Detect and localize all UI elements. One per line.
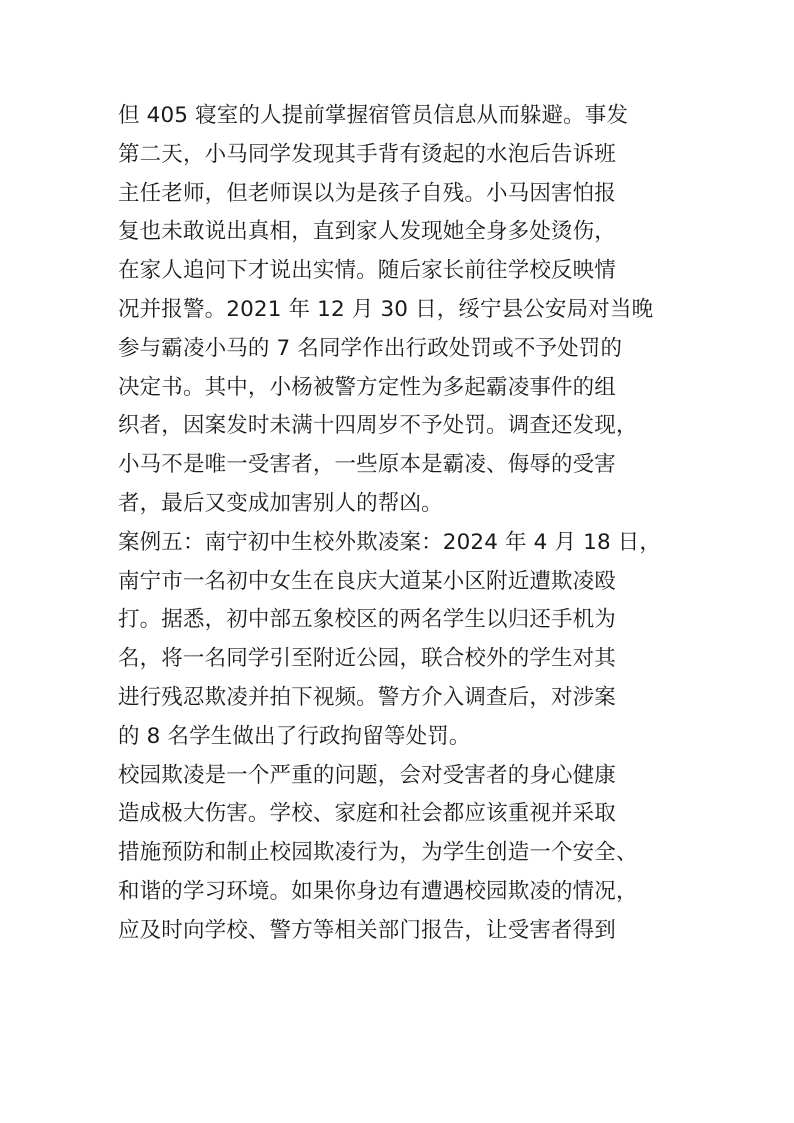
- text-line: 况并报警。2021 年 12 月 30 日，绥宁县公安局对当晚: [118, 296, 654, 322]
- text-line: 南宁市一名初中女生在良庆大道某小区附近遭欺凌殴: [118, 568, 616, 594]
- text-line: 进行残忍欺凌并拍下视频。警方介入调查后，对涉案: [118, 684, 616, 710]
- case-heading-line: 案例五：南宁初中生校外欺凌案：2024 年 4 月 18 日，: [118, 529, 662, 555]
- text-line: 者，最后又变成加害别人的帮凶。: [118, 490, 443, 516]
- text-line: 第二天，小马同学发现其手背有烫起的水泡后告诉班: [118, 141, 616, 167]
- text-line: 决定书。其中，小杨被警方定性为多起霸凌事件的组: [118, 374, 616, 400]
- text-line: 织者，因案发时未满十四周岁不予处罚。调查还发现，: [118, 413, 638, 439]
- text-line: 造成极大伤害。学校、家庭和社会都应该重视并采取: [118, 801, 616, 827]
- conclusion-line: 校园欺凌是一个严重的问题，会对受害者的身心健康: [118, 762, 616, 788]
- text-line: 小马不是唯一受害者，一些原本是霸凌、侮辱的受害: [118, 452, 616, 478]
- body-text: [118, 97, 698, 951]
- text-line: 的 8 名学生做出了行政拘留等处罚。: [118, 723, 471, 749]
- text-line: 但 405 寝室的人提前掌握宿管员信息从而躲避。事发: [118, 103, 629, 128]
- text-line: 主任老师，但老师误以为是孩子自残。小马因害怕报: [118, 180, 616, 206]
- text-line: 和谐的学习环境。如果你身边有遭遇校园欺凌的情况，: [118, 878, 638, 904]
- text-line: 名，将一名同学引至附近公园，联合校外的学生对其: [118, 646, 616, 672]
- text-line: 复也未敢说出真相，直到家人发现她全身多处烫伤，: [118, 219, 616, 245]
- text-line: 打。据悉，初中部五象校区的两名学生以归还手机为: [118, 607, 616, 633]
- text-line: 参与霸凌小马的 7 名同学作出行政处罚或不予处罚的: [118, 335, 623, 361]
- text-line: 在家人追问下才说出实情。随后家长前往学校反映情: [118, 258, 616, 284]
- text-line: 措施预防和制止校园欺凌行为，为学生创造一个安全、: [118, 840, 638, 866]
- text-line: 应及时向学校、警方等相关部门报告，让受害者得到: [118, 917, 616, 943]
